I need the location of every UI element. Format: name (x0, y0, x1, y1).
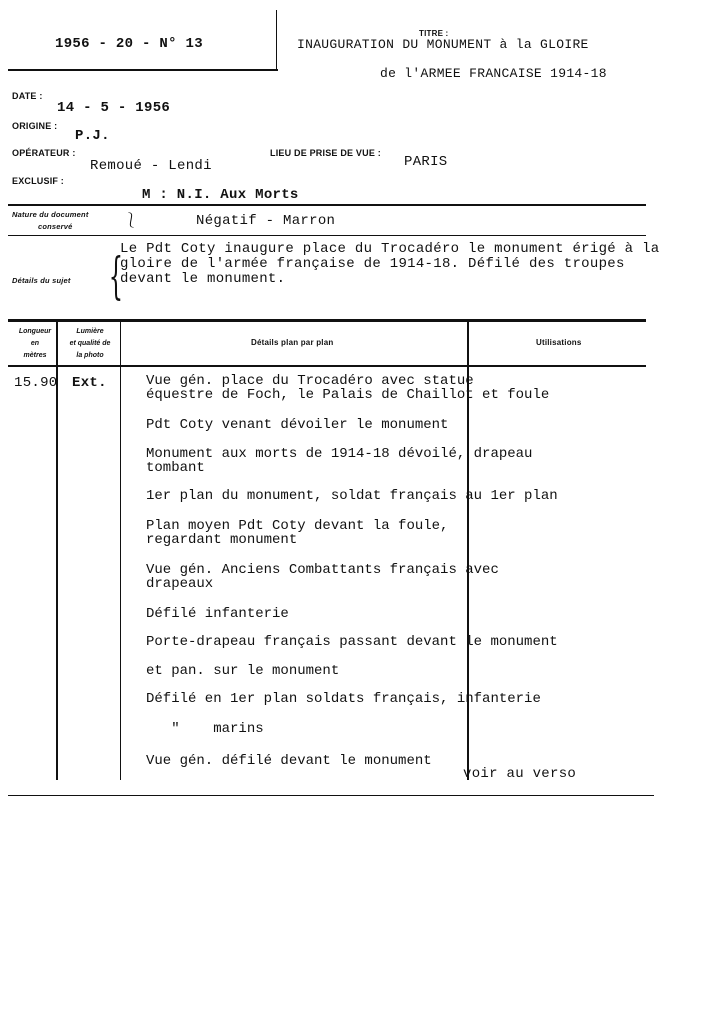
nature-label-2: conservé (38, 222, 73, 231)
title-line-1: INAUGURATION DU MONUMENT à la GLOIRE (297, 37, 589, 52)
lieu-label: LIEU DE PRISE DE VUE : (270, 148, 381, 158)
exclusif-label: EXCLUSIF : (12, 176, 65, 186)
plan-row: et pan. sur le monument (146, 663, 340, 679)
rule-above-details (8, 235, 646, 236)
details-line-3: devant le monument. (120, 271, 286, 287)
plan-row: Pdt Coty venant dévoiler le monument (146, 417, 449, 433)
header-divider-horizontal (8, 69, 278, 71)
longueur-value: 15.90 (14, 375, 58, 391)
plan-row: Défilé en 1er plan soldats français, infanterie (146, 691, 541, 707)
origine-value: P.J. (75, 128, 110, 144)
plan-row: Porte-drapeau français passant devant le monument (146, 634, 558, 650)
nature-value: Négatif - Marron (196, 213, 336, 229)
table-header-rule (8, 365, 646, 367)
exclusif-value: M : N.I. Aux Morts (142, 187, 299, 203)
date-label: DATE : (12, 91, 43, 101)
nature-label-1: Nature du document (12, 210, 89, 219)
col-divider-2 (120, 322, 121, 780)
header-details: Détails plan par plan (251, 338, 334, 347)
plan-row: Vue gén. défilé devant le monument (146, 753, 432, 769)
plan-row: " marins (146, 721, 264, 737)
lumiere-value: Ext. (72, 375, 107, 391)
header-divider-vertical (276, 10, 277, 70)
operateur-value: Remoué - Lendi (90, 158, 212, 174)
details-label: Détails du sujet (12, 276, 71, 285)
details-line-1: Le Pdt Coty inaugure place du Trocadéro le monument érigé à la (120, 241, 660, 257)
footer-note: voir au verso (463, 766, 577, 782)
plan-row: Plan moyen Pdt Coty devant la foule, regardant monument (146, 518, 449, 548)
plan-row: Défilé infanterie (146, 606, 289, 622)
origine-label: ORIGINE : (12, 121, 58, 131)
table-top-rule (8, 319, 646, 322)
reference-number: 1956 - 20 - N° 13 (55, 36, 203, 52)
details-brace: { (108, 247, 124, 305)
rule-above-nature (8, 204, 646, 206)
plan-row: 1er plan du monument, soldat français au 1er plan (146, 488, 558, 504)
title-label: TITRE : (419, 29, 449, 38)
header-lumiere: Lumière et qualité de la photo (69, 328, 111, 359)
plan-row: Monument aux morts de 1914-18 dévoilé, drapeau tombant (146, 446, 533, 476)
date-value: 14 - 5 - 1956 (57, 100, 171, 116)
plan-row: Vue gén. place du Trocadéro avec statue équestre de Foch, le Palais de Chaillot et foule (146, 373, 550, 403)
operateur-label: OPÉRATEUR : (12, 148, 76, 158)
title-line-2: de l'ARMEE FRANCAISE 1914-18 (380, 66, 607, 81)
header-longueur: Longueur en mètres (18, 328, 52, 359)
header-utilisations: Utilisations (536, 338, 582, 347)
details-line-2: gloire de l'armée française de 1914-18. Défilé des troupes (120, 256, 625, 272)
nature-brace: ⎱ (124, 214, 139, 230)
lieu-value: PARIS (404, 154, 448, 170)
plan-row: Vue gén. Anciens Combattants français avec drapeaux (146, 562, 499, 592)
table-bottom-rule (8, 795, 654, 796)
